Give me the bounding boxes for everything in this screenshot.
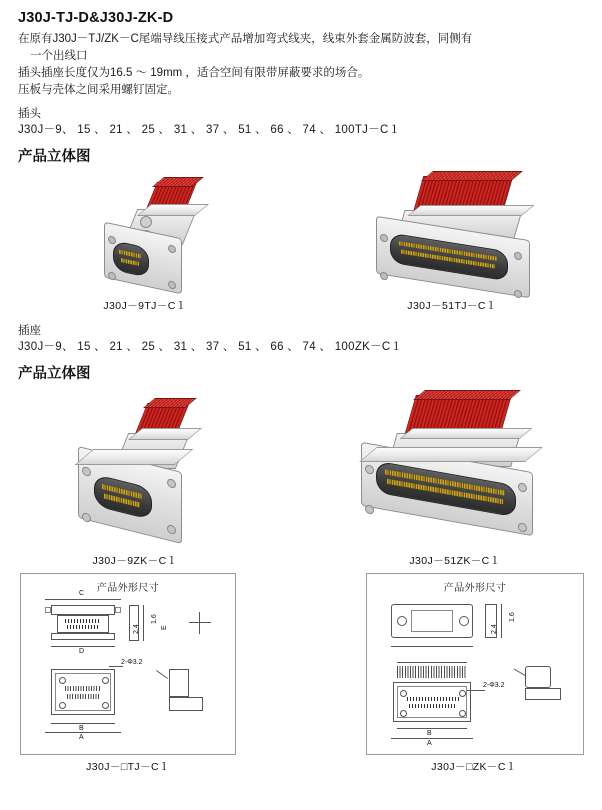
intro-line-3: 插头插座长度仅为16.5 ～ 19mm ，适合空间有限带屏蔽要求的场合。 (18, 67, 370, 79)
section-heading-socket-3d: 产品立体图 (18, 366, 91, 382)
dim-label-a-left: A (79, 734, 84, 741)
intro-line-2: 一个出线口 (30, 50, 88, 62)
dim-label-c-left: C (79, 590, 85, 597)
dim-label-hole-left: 2-Φ3.2 (121, 659, 143, 666)
figure-caption-plug-9tj: J30J－9TJ－C１ (103, 300, 187, 312)
dim-label-e-left: E (161, 625, 168, 630)
intro-paragraph (18, 31, 584, 99)
intro-line-1: 在原有J30J－TJ/ZK－C尾端导线压接式产品增加弯式线夹，线束外套金属防波套，同侧有 (18, 33, 473, 45)
plug-3d-figure-row (18, 168, 584, 316)
dimension-panel-plug-caption: 产品外形尺寸 (96, 583, 160, 594)
figure-caption-plug-51tj: J30J－51TJ－C１ (407, 300, 497, 312)
plug-label: 插头 (18, 108, 41, 120)
dim-label-24-right: 2.4 (491, 624, 498, 634)
intro-line-4: 压板与壳体之间采用螺钉固定。 (18, 84, 179, 96)
dim-label-hole-right: 2-Φ3.2 (483, 682, 505, 689)
dimension-panel-socket (366, 573, 584, 755)
figure-caption-socket-51zk: J30J－51ZK－C１ (409, 555, 501, 567)
dim-label-a-right: A (427, 740, 432, 747)
dim-label-b-right: B (427, 730, 432, 737)
socket-codes: J30J－9、 15 、 21 、 25 、 31 、 37 、 51 、 66 、 74 、 100ZK－C１ (18, 341, 403, 353)
dimension-panel-socket-bottom-caption: J30J－□ZK－C１ (431, 761, 517, 773)
dim-label-d-left: D (79, 648, 85, 655)
dim-label-b-left: B (79, 725, 84, 732)
dimension-panel-plug-bottom-caption: J30J－□TJ－C１ (86, 761, 170, 773)
dim-label-24-left: 2.4 (133, 624, 140, 634)
dimension-panel-socket-caption: 产品外形尺寸 (443, 583, 507, 594)
socket-3d-figure-row (18, 385, 584, 573)
page-title: J30J-TJ-D&J30J-ZK-D (18, 10, 174, 26)
section-heading-plug-3d: 产品立体图 (18, 149, 91, 165)
socket-label: 插座 (18, 325, 41, 337)
dim-label-16-right: 1.6 (509, 612, 516, 622)
figure-caption-socket-9zk: J30J－9ZK－C１ (92, 555, 178, 567)
dimension-panels (18, 573, 584, 773)
dim-label-16-left: 1.6 (151, 614, 158, 624)
plug-codes: J30J－9、 15 、 21 、 25 、 31 、 37 、 51 、 66 、 74 、 100TJ－C１ (18, 124, 401, 136)
dimension-panel-plug (20, 573, 236, 755)
